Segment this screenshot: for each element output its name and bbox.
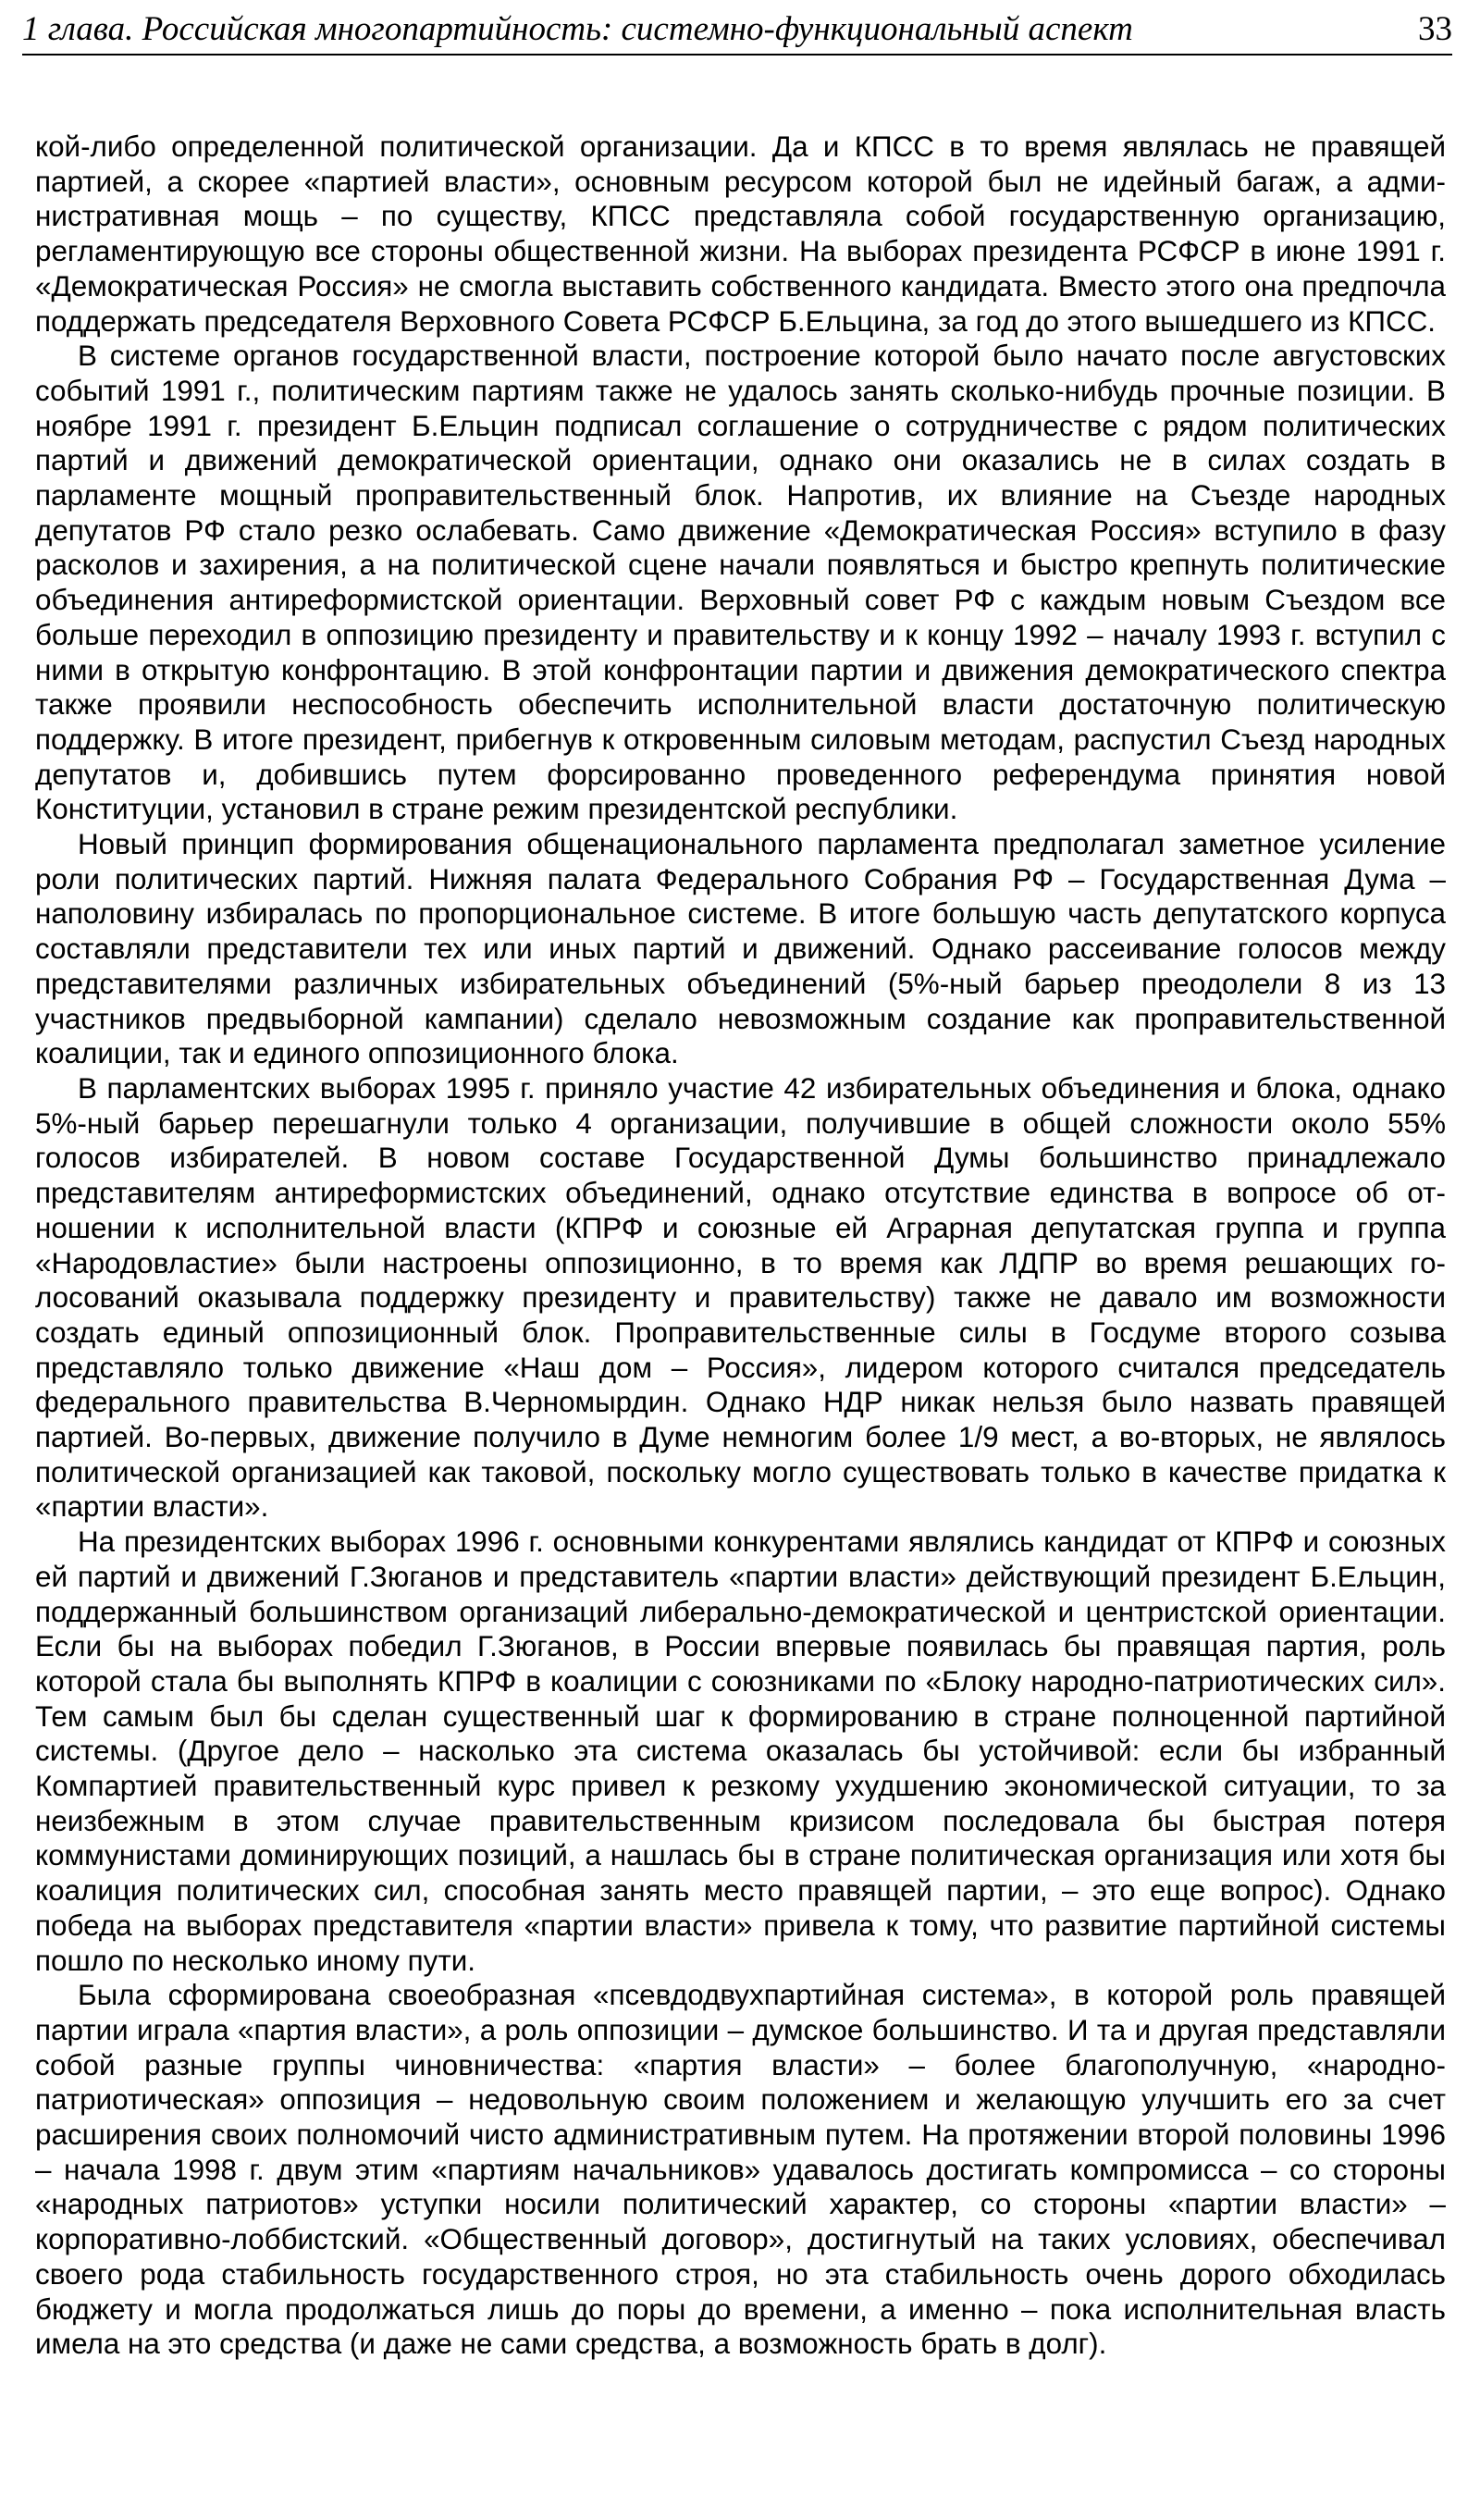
paragraph-2: В системе органов государственной власти, построение которой было начато после августовских событий 1991 г., политическим партиям также не удалось занять сколько-нибудь прочные позиции. В ноябре 1991 г. президент Б.Ельцин подписал соглашение о сотрудничестве с рядом политических партий и движений демократической ориентации, однако они оказались не в силах создать в парламенте мощный проправительственный блок. Напротив, их влияние на Съезде народных депутатов РФ стало резко ослабевать. Само движение «Демократическая Россия» вступило в фазу расколов и захирения, а на политической сцене начали появляться и быстро крепнуть политические объединения антиреформистской ориентации. Верховный совет РФ с каждым новым Съездом все больше переходил в оппозицию президенту и правительству и к концу 1992 – началу 1993 г. вступил с ними в открытую конфронтацию. В этой конфронтации партии и движения демократического спектра также проявили неспособность обеспечить исполнительной власти достаточную политическую поддержку. В итоге президент, прибегнув к откровенным силовым методам, распустил Съезд народных депутатов и, добившись путем форсированно проведенного референдума принятия новой Конституции, установил в стране режим президентской республики. xyxy=(35,340,1446,826)
paragraph-6: Была сформирована своеобразная «псевдодвухпартийная система», в которой роль правящей партии играла «партия власти», а роль оппозиции – думское большинство. И та и другая представляли собой разные группы чиновничества: «партия власти» – более благополучную, «народно-патриотическая» оппозиция – недовольную своим положением и желающую улучшить его за счет расширения своих полномочий чисто административным путем. На протяжении второй половины 1996 – начала 1998 г. двум этим «партиям начальников» удавалось достигать компромисса – со стороны «народных патриотов» уступки носили политический характер, со стороны «партии власти» – корпоративно-лоббистский. «Общественный договор», достигнутый на таких условиях, обеспечивал своего рода стабильность государственного строя, но эта стабильность очень дорого обходилась бюджету и могла продолжаться лишь до поры до времени, а именно – пока исполнительная власть имела на это средства (и даже не сами средства, а возможность брать в долг). xyxy=(35,1979,1446,2361)
paragraph-5: На президентских выборах 1996 г. основными конкурентами являлись кандидат от КПРФ и союзных ей партий и движений Г.Зюганов и представитель «партии власти» действующий президент Б.Ельцин, поддержанный большинством организаций либерально-демократической и центристской ориентации. Если бы на выборах победил Г.Зюганов, в России впервые появилась бы правящая партия, роль которой стала бы выполнять КПРФ в коалиции с союзниками по «Блоку народно-патриотических сил». Тем самым был бы сделан существенный шаг к формированию в стране полноценной партийной системы. (Другое дело – насколько эта система оказалась бы устойчивой: если бы избранный Компартией правительственный курс привел к резкому ухудшению экономической ситуации, то за неизбежным в этом случае правительственным кризисом последовала бы быстрая потеря коммунистами доминирующих позиций, а нашлась бы в стране политическая организация или хотя бы коалиция политических сил, способная занять место правящей партии, – это еще вопрос). Однако победа на выборах представителя «партии власти» привела к тому, что развитие партийной системы пошло по несколько иному пути. xyxy=(35,1526,1446,1977)
paragraph-3: Новый принцип формирования общенационального парламента предполагал заметное усиление роли политических партий. Нижняя палата Федерального Собрания РФ – Государственная Дума – наполовину избиралась по пропорциональное системе. В итоге большую часть депутатского корпуса составляли представители тех или иных партий и движений. Однако рассеивание голосов между представителями различных избирательных объединений (5%-ный барьер преодолели 8 из 13 участников предвыборной кампании) сделало невозможным создание как проправительственной коалиции, так и единого оппозиционного блока. xyxy=(35,828,1446,1070)
chapter-title: 1 глава. Российская многопартийность: системно-функциональный аспект xyxy=(22,10,1133,48)
paragraph-4: В парламентских выборах 1995 г. приняло участие 42 избирательных объединения и блока, однако 5%-ный барьер перешагнули только 4 организации, получившие в общей сложности около 55% голосов избирателей. В новом составе Государственной Думы большинство принадлежало представителям антиреформистских объединений, однако отсутствие единства в вопросе об отношении к исполнительной власти (КПРФ и союзные ей Аграрная депутатская группа и группа «Народовластие» были настроены оппозиционно, в то время как ЛДПР во время решающих голосований оказывала поддержку президенту и правительству) также не давало им возможности создать единый оппозиционный блок. Проправительственные силы в Госдуме второго созыва представляло только движение «Наш дом – Россия», лидером которого считался председатель федерального правительства В.Черномырдин. Однако НДР никак нельзя было назвать правящей партией. Во-первых, движение получило в Думе немногим более 1/9 мест, а во-вторых, не являлось политической организацией как таковой, поскольку могло существовать только в качестве придатка к «партии власти». xyxy=(35,1071,1446,1524)
paragraph-1: кой-либо определенной политической организации. Да и КПСС в то время являлась не правящей партией, а скорее «партией власти», основным ресурсом которой был не идейный багаж, а административная мощь – по существу, КПСС представляла собой государственную организацию, регламентирующую все стороны общественной жизни. На выборах президента РСФСР в июне 1991 г. «Демократическая Россия» не смогла выставить собственного кандидата. Вместо этого она предпочла поддержать председателя Верховного Совета РСФСР Б.Ельцина, за год до этого вышедшего из КПСС. xyxy=(35,130,1446,338)
body-text xyxy=(35,130,1446,2362)
running-header xyxy=(22,6,1452,56)
page-number: 33 xyxy=(1418,10,1452,48)
